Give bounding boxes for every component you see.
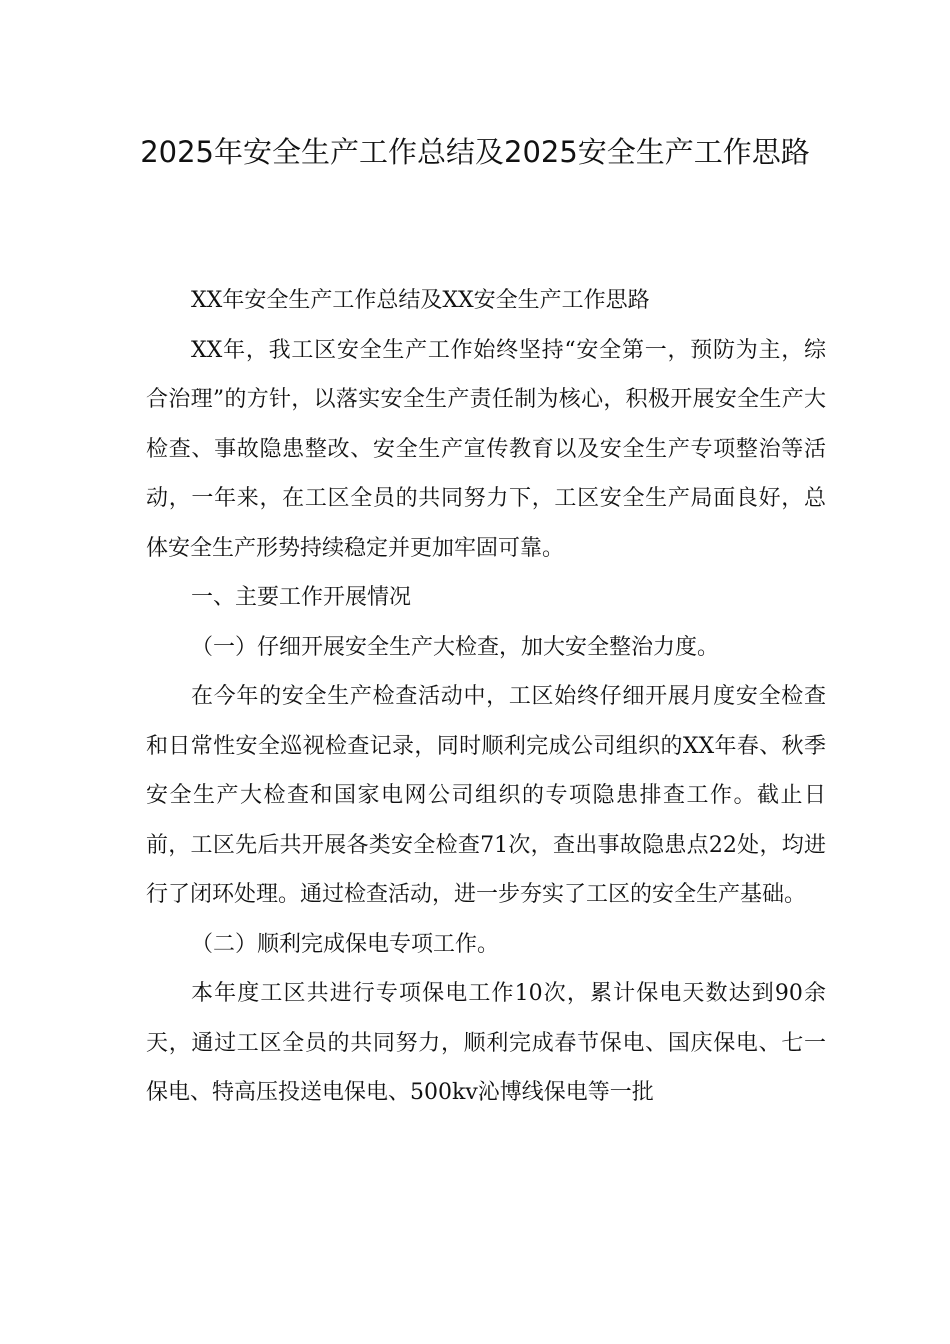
paragraph-power-protection: 本年度工区共进行专项保电工作10次，累计保电天数达到90余天，通过工区全员的共同努力，顺利完成春节保电、国庆保电、七一保电、特高压投送电保电、500kv沁博线保电等一批 <box>146 981 826 1105</box>
subsection-heading-2: （二）顺利完成保电专项工作。 <box>191 931 500 957</box>
section-heading-1: 一、主要工作开展情况 <box>191 585 412 610</box>
paragraph-subtitle: XX年安全生产工作总结及XX安全生产工作思路 <box>191 288 650 313</box>
paragraph-inspection: 在今年的安全生产检查活动中，工区始终仔细开展月度安全检查和日常性安全巡视检查记录，同时顺利完成公司组织的XX年春、秋季安全生产大检查和国家电网公司组织的专项隐患排查工作。截止日前，工区先后共开展各类安全检查71次，查出事故隐患点22处，均进行了闭环处理。通过检查活动，进一步夯实了工区的安全生产基础。 <box>146 684 826 907</box>
document-title: 2025年安全生产工作总结及2025安全生产工作思路 <box>140 135 810 169</box>
document-body <box>146 276 826 1118</box>
paragraph-intro: XX年，我工区安全生产工作始终坚持“安全第一，预防为主，综合治理”的方针，以落实安全生产责任制为核心，积极开展安全生产大检查、事故隐患整改、安全生产宣传教育以及安全生产专项整治等活动，一年来，在工区全员的共同努力下，工区安全生产局面良好，总体安全生产形势持续稳定并更加牢固可靠。 <box>146 337 826 561</box>
subsection-heading-1: （一）仔细开展安全生产大检查，加大安全整治力度。 <box>191 634 720 660</box>
